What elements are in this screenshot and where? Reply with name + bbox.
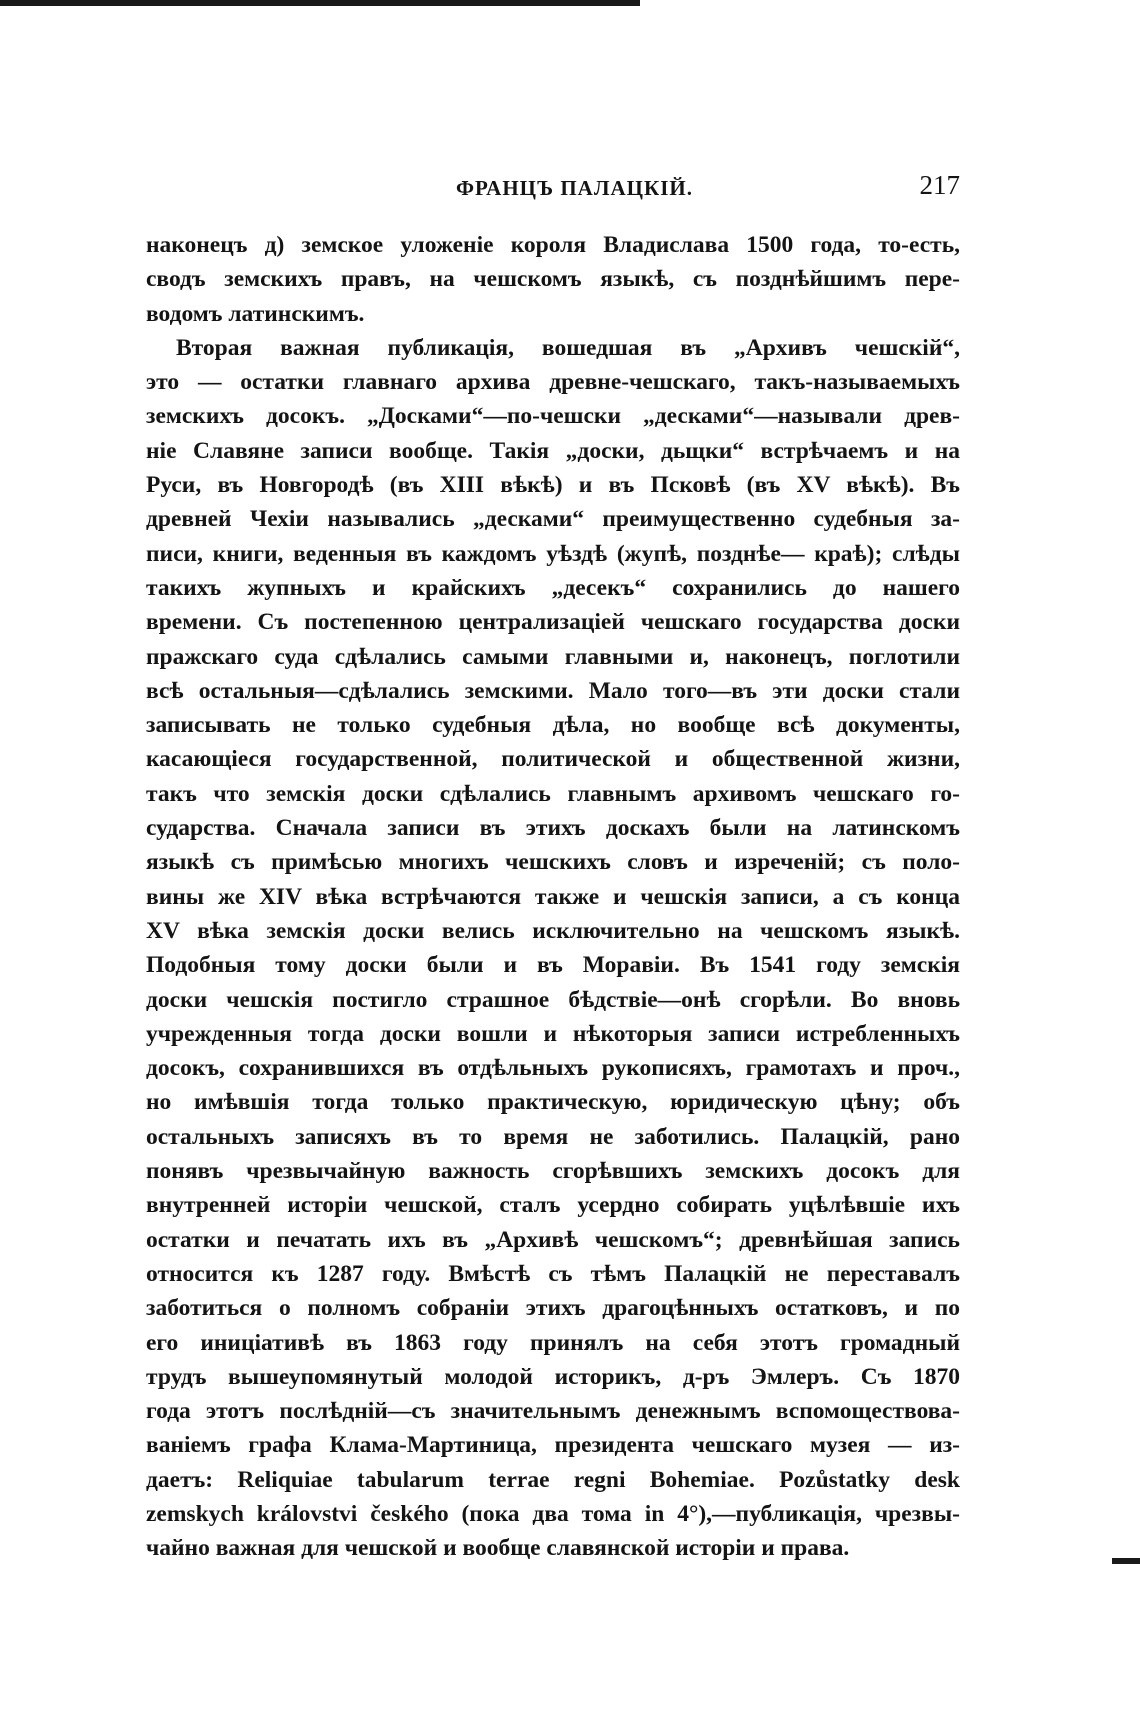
text-line: сударства. Сначала записи въ этихъ доскахъ были на латинскомъ [146, 815, 960, 842]
text-line: пражскаго суда сдѣлались самыми главными и, наконецъ, поглотили [146, 643, 960, 670]
text-line: его иниціативѣ въ 1863 году принялъ на себя этотъ громадный [146, 1329, 960, 1356]
text-line: касающіеся государственной, политической и общественной жизни, [146, 746, 960, 773]
text-line: древней Чехіи назывались „десками“ преимущественно судебныя за- [146, 506, 960, 533]
text-line: Руси, въ Новгородѣ (въ XIII вѣкѣ) и въ Псковѣ (въ XV вѣкѣ). Въ [146, 472, 960, 499]
text-line: Подобныя тому доски были и въ Моравіи. Въ 1541 году земскія [146, 952, 960, 979]
text-line: такихъ жупныхъ и крайскихъ „десекъ“ сохранились до нашего [146, 574, 960, 601]
text-line: zemskych královstvi českého (пока два тома in 4°),—публикація, чрезвы- [146, 1500, 960, 1527]
text-line: но имѣвшія тогда только практическую, юридическую цѣну; объ [146, 1089, 960, 1116]
text-line: сводъ земскихъ правъ, на чешскомъ языкѣ, съ позднѣйшимъ пере- [146, 266, 960, 293]
text-line: остальныхъ записяхъ въ то время не заботились. Палацкій, рано [146, 1123, 960, 1150]
text-line: такъ что земскія доски сдѣлались главнымъ архивомъ чешскаго го- [146, 780, 960, 807]
running-title: ФРАНЦЪ ПАЛАЦКІЙ. [456, 176, 693, 200]
text-line: вины же XIV вѣка встрѣчаются также и чешскія записи, а съ конца [146, 883, 960, 910]
text-line: учрежденныя тогда доски вошли и нѣкоторыя записи истребленныхъ [146, 1020, 960, 1047]
text-line: чайно важная для чешской и вообще славянской исторіи и права. [146, 1535, 850, 1562]
text-line: земскихъ досокъ. „Досками“—по-чешски „десками“—называли древ- [146, 403, 960, 430]
scan-edge-mark [1112, 1558, 1140, 1564]
text-line: трудъ вышеупомянутый молодой историкъ, д-ръ Эмлеръ. Съ 1870 [146, 1363, 960, 1390]
text-line: всѣ остальныя—сдѣлались земскими. Мало того—въ эти доски стали [146, 677, 960, 704]
text-line: даетъ: Reliquiae tabularum terrae regni Bohemiae. Pozůstatky desk [146, 1466, 960, 1493]
text-line: досокъ, сохранившихся въ отдѣльныхъ рукописяхъ, грамотахъ и проч., [146, 1055, 960, 1082]
text-line: наконецъ д) земское уложеніе короля Владислава 1500 года, то-есть, [146, 232, 960, 258]
text-line: писи, книги, веденныя въ каждомъ уѣздѣ (жупѣ, позднѣе— краѣ); слѣды [146, 540, 960, 567]
page-number: 217 [919, 170, 960, 200]
text-line: заботиться о полномъ собраніи этихъ драгоцѣнныхъ остатковъ, и по [146, 1295, 960, 1322]
text-line: языкѣ съ примѣсью многихъ чешскихъ словъ и изреченій; съ поло- [146, 849, 960, 876]
text-line: года этотъ послѣдній—съ значительнымъ денежнымъ вспомоществова- [146, 1398, 960, 1425]
running-head [146, 170, 960, 210]
text-line: доски чешскія постигло страшное бѣдствіе—онѣ сгорѣли. Во вновь [146, 986, 960, 1013]
text-line: времени. Съ постепенною централизаціей чешскаго государства доски [146, 609, 960, 636]
text-line: это — остатки главнаго архива древне-чешскаго, такъ-называемыхъ [146, 369, 960, 396]
text-line: ніе Славяне записи вообще. Такія „доски, дьщки“ встрѣчаемъ и на [146, 437, 960, 464]
text-line: Вторая важная публикація, вошедшая въ „Архивъ чешскій“, [176, 334, 960, 361]
page-body-text [146, 228, 960, 1566]
text-line: XV вѣка земскія доски велись исключительно на чешскомъ языкѣ. [146, 917, 960, 944]
text-line: водомъ латинскимъ. [146, 300, 365, 327]
text-line: относится къ 1287 году. Вмѣстѣ съ тѣмъ Палацкій не переставалъ [146, 1260, 960, 1287]
text-line: понявъ чрезвычайную важность сгорѣвшихъ земскихъ досокъ для [146, 1158, 960, 1185]
text-line: записывать не только судебныя дѣла, но вообще всѣ документы, [146, 712, 960, 739]
text-line: остатки и печатать ихъ въ „Архивѣ чешскомъ“; древнѣйшая запись [146, 1226, 960, 1253]
text-line: ваніемъ графа Клама-Мартиница, президента чешскаго музея — из- [146, 1432, 960, 1459]
text-line: внутренней исторіи чешской, сталъ усердно собирать уцѣлѣвшіе ихъ [146, 1192, 960, 1219]
scan-top-rule [0, 0, 640, 6]
